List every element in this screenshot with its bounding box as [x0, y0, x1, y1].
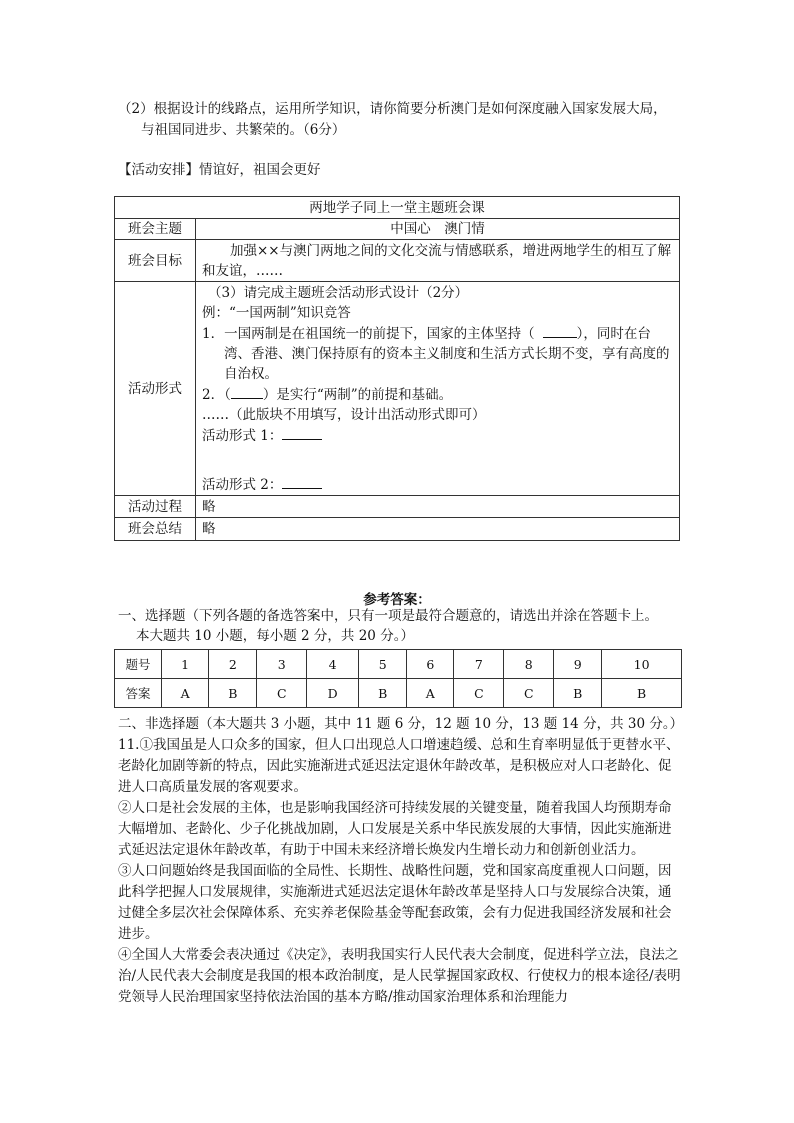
answer-cell: D: [307, 679, 359, 708]
answer-cell: C: [257, 679, 307, 708]
process-value: 略: [196, 496, 680, 518]
answer-paragraph-4: ④全国人大常委会表决通过《决定》，表明我国实行人民代表大会制度，促进科学立法，良法之治/人民代表大会制度是我国的根本政治制度，是人民掌握国家政权、行使权力的根本途径/表明党领导人民治理国家坚持依法治国的基本方略/推动国家治理体系和治理能力: [118, 947, 681, 1005]
form-item-1: [202, 323, 673, 384]
answer-cell: A: [162, 679, 209, 708]
form-label: 活动形式: [115, 282, 196, 496]
activity-arrangement-heading: 【活动安排】情谊好，祖国会更好: [118, 162, 321, 178]
question-number-cell: 6: [407, 650, 454, 679]
section-1-line1: 一、选择题（下列各题的备选答案中，只有一项是最符合题意的，请选出并涂在答题卡上。: [118, 608, 658, 624]
goal-value: 加强××与澳门两地之间的文化交流与情感联系，增进两地学生的相互了解和友谊，……: [196, 240, 680, 282]
section-1-header: [118, 606, 688, 646]
form-item-2: [202, 384, 673, 405]
activity-table-caption: 两地学子同上一堂主题班会课: [115, 197, 680, 219]
question-number-cell: 9: [554, 650, 602, 679]
question-number-cell: 5: [359, 650, 407, 679]
question-number-row: [115, 650, 682, 679]
form-1-label: 活动形式 1：: [202, 428, 283, 444]
form-item-1-text-a: 1．一国两制是在祖国统一的前提下，国家的主体坚持（: [202, 326, 535, 342]
theme-label: 班会主题: [115, 219, 196, 240]
summary-label: 班会总结: [115, 518, 196, 541]
answer-paragraph-3: ③人口问题始终是我国面临的全局性、长期性、战略性问题，党和国家高度重视人口问题，因此科学把握人口发展规律，实施渐进式延迟法定退休年龄改革是坚持人口与发展综合决策，通过健全多层次社会保障体系、充实养老保险基金等配套政策，会有力促进我国经济发展和社会进步。: [118, 863, 672, 942]
answer-cell: B: [359, 679, 407, 708]
answer-label: 答案: [115, 679, 162, 708]
goal-label: 班会目标: [115, 240, 196, 282]
answer-cell: C: [504, 679, 554, 708]
form-item-2-text-a: 2．（: [202, 387, 231, 403]
question-number-cell: 10: [602, 650, 682, 679]
form-q3: （3）请完成主题班会活动形式设计（2分）: [208, 285, 469, 301]
answer-key-table: [114, 649, 682, 708]
question-2-line2: 与祖国同进步、共繁荣的。（6分）: [141, 122, 346, 138]
form-item-1-text-b: ），同时在台湾、香港、澳门保持原有的资本主义制度和生活方式长期不变，享有高度的自治权。: [224, 326, 670, 382]
form-2: [202, 474, 673, 495]
section-1-line2: 本大题共 10 小题，每小题 2 分，共 20 分。）: [136, 628, 414, 644]
question-number-label: 题号: [115, 650, 162, 679]
form-2-blank: [282, 474, 322, 489]
question-2-line1: （2）根据设计的线路点，运用所学知识，请你简要分析澳门是如何深度融入国家发展大局，: [118, 101, 667, 117]
answer-paragraph-2: ②人口是社会发展的主体，也是影响我国经济可持续发展的关键变量，随着我国人均预期寿命大幅增加、老龄化、少子化挑战加剧，人口发展是关系中华民族发展的大事情，因此实施渐进式延迟法定退休年龄改革，有助于中国未来经济增长焕发内生增长动力和创新创业活力。: [118, 800, 672, 858]
answer-cell: B: [554, 679, 602, 708]
question-number-cell: 2: [209, 650, 257, 679]
question-number-cell: 7: [454, 650, 504, 679]
section-2-header: 二、非选择题（本大题共 3 小题，其中 11 题 6 分，12 题 10 分，13 题 14 分，共 30 分。）: [118, 716, 684, 732]
answer-paragraph-1: 11.①我国虽是人口众多的国家，但人口出现总人口增速趋缓、总和生育率明显低于更替水平、老龄化加剧等新的特点，因此实施渐进式延迟法定退休年龄改革，是积极应对人口老龄化、促进人口高质量发展的客观要求。: [118, 737, 680, 795]
question-number-cell: 4: [307, 650, 359, 679]
form-1: [202, 425, 673, 446]
answer-cell: A: [407, 679, 454, 708]
answer-cell: B: [602, 679, 682, 708]
form-1-blank: [282, 425, 322, 440]
form-note: ……（此版块不用填写，设计出活动形式即可）: [202, 407, 486, 423]
form-item-1-blank: [543, 323, 577, 338]
question-number-cell: 8: [504, 650, 554, 679]
form-content: [196, 282, 680, 496]
theme-value: 中国心 澳门情: [196, 219, 680, 240]
form-example: 例：“一国两制”知识竞答: [202, 305, 351, 321]
summary-value: 略: [196, 518, 680, 541]
answer-row: [115, 679, 682, 708]
form-item-2-blank: [231, 384, 263, 399]
answers-title: 参考答案：: [363, 592, 431, 608]
process-label: 活动过程: [115, 496, 196, 518]
question-2: [118, 99, 678, 141]
answer-cell: C: [454, 679, 504, 708]
section-2: [118, 714, 684, 1008]
question-number-cell: 3: [257, 650, 307, 679]
question-number-cell: 1: [162, 650, 209, 679]
activity-table: [114, 196, 680, 541]
form-item-2-text-b: ）是实行“两制”的前提和基础。: [262, 387, 453, 403]
answer-cell: B: [209, 679, 257, 708]
form-2-label: 活动形式 2：: [202, 477, 283, 493]
